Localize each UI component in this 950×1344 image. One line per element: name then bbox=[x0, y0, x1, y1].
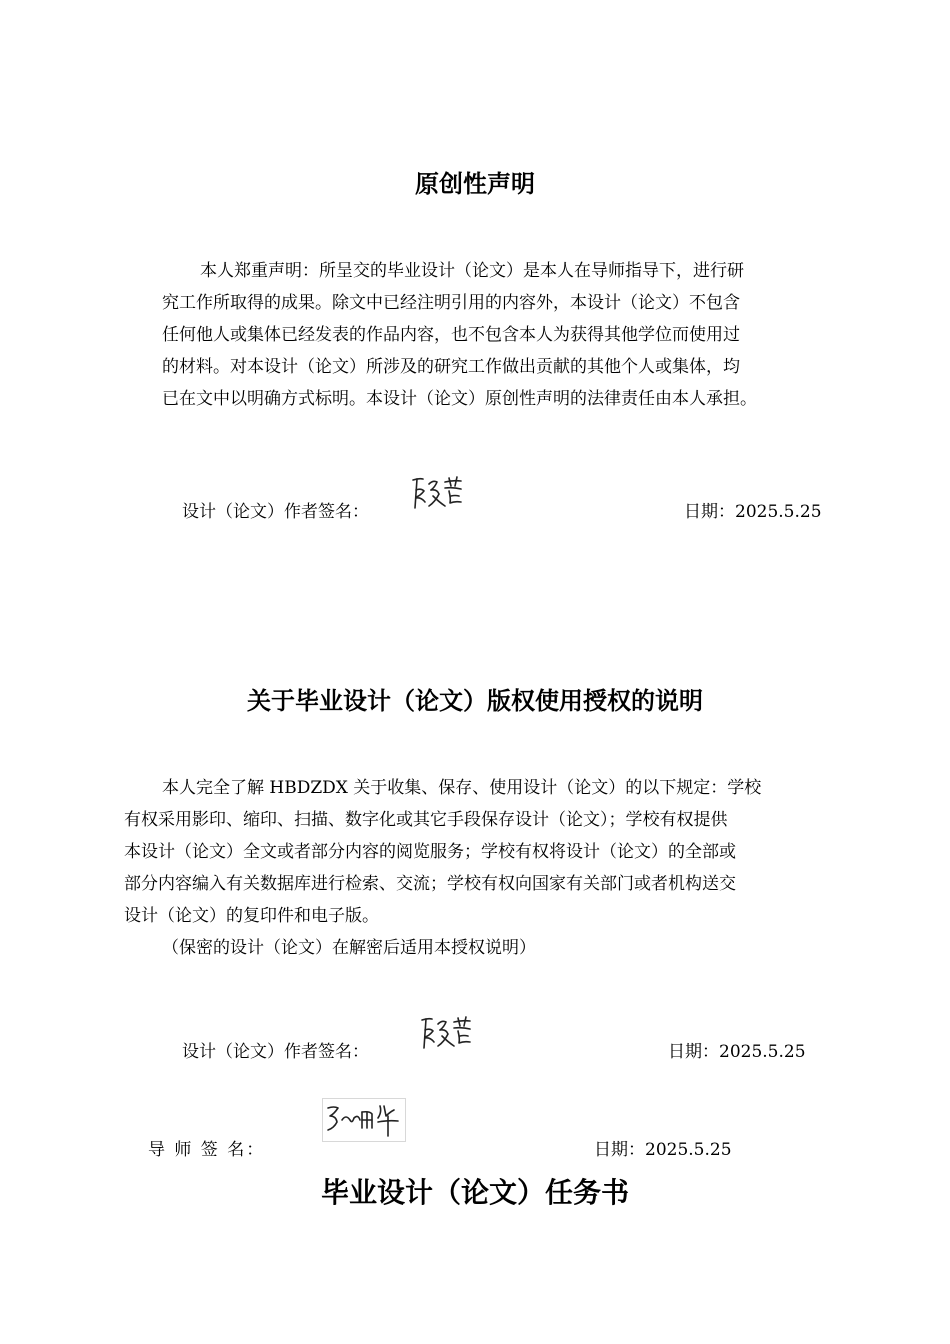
authorization-date: 日期：2025.5.25 bbox=[668, 1042, 806, 1062]
declaration-line-1: 本人郑重声明：所呈交的毕业设计（论文）是本人在导师指导下，进行研 bbox=[200, 261, 744, 281]
authorization-line-1: 本人完全了解 HBDZDX 关于收集、保存、使用设计（论文）的以下规定：学校 bbox=[162, 778, 762, 798]
authorization-line-2: 有权采用影印、缩印、扫描、数字化或其它手段保存设计（论文）；学校有权提供 bbox=[124, 810, 728, 830]
declaration-line-4: 的材料。对本设计（论文）所涉及的研究工作做出贡献的其他个人或集体，均 bbox=[162, 357, 740, 377]
declaration-line-3: 任何他人或集体已经发表的作品内容，也不包含本人为获得其他学位而使用过 bbox=[162, 325, 740, 345]
advisor-date: 日期：2025.5.25 bbox=[594, 1140, 732, 1160]
author-signature-image-2 bbox=[414, 1012, 476, 1054]
authorization-signature-label: 设计（论文）作者签名： bbox=[182, 1042, 369, 1062]
authorization-line-4: 部分内容编入有关数据库进行检索、交流；学校有权向国家有关部门或者机构送交 bbox=[124, 874, 736, 894]
author-signature-image bbox=[405, 472, 467, 514]
authorization-line-5: 设计（论文）的复印件和电子版。 bbox=[124, 906, 379, 926]
declaration-title: 原创性声明 bbox=[415, 169, 535, 198]
authorization-title: 关于毕业设计（论文）版权使用授权的说明 bbox=[247, 686, 703, 715]
declaration-line-2: 究工作所取得的成果。除文中已经注明引用的内容外，本设计（论文）不包含 bbox=[162, 293, 740, 313]
declaration-line-5: 已在文中以明确方式标明。本设计（论文）原创性声明的法律责任由本人承担。 bbox=[162, 389, 757, 409]
authorization-line-3: 本设计（论文）全文或者部分内容的阅览服务；学校有权将设计（论文）的全部或 bbox=[124, 842, 736, 862]
declaration-date: 日期：2025.5.25 bbox=[684, 502, 822, 522]
authorization-note: （保密的设计（论文）在解密后适用本授权说明） bbox=[162, 938, 536, 958]
advisor-signature-label: 导 师 签 名： bbox=[148, 1140, 266, 1160]
task-book-title: 毕业设计（论文）任务书 bbox=[320, 1176, 629, 1209]
advisor-signature-image bbox=[322, 1098, 406, 1142]
declaration-signature-label: 设计（论文）作者签名： bbox=[182, 502, 369, 522]
